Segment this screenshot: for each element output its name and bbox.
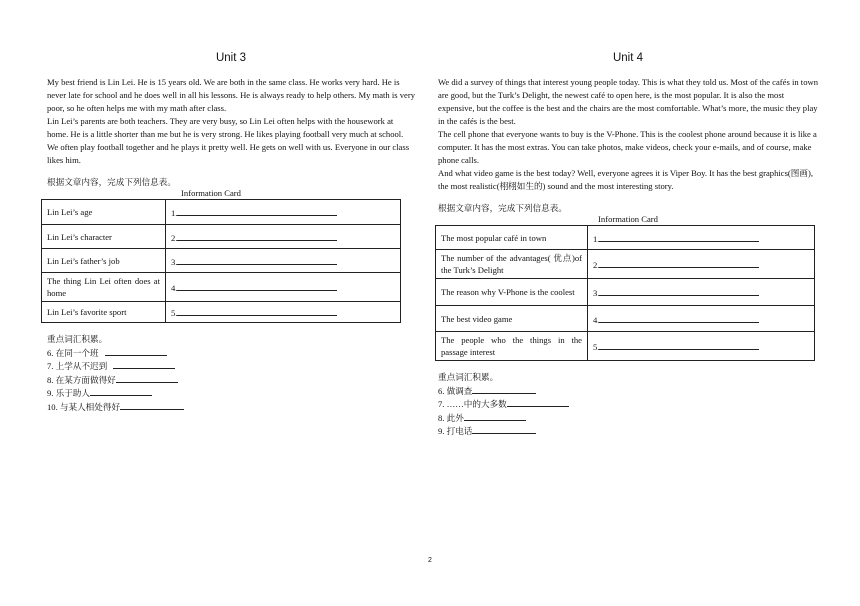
unit4-answer-cell[interactable] [588,279,815,306]
unit3-paragraph-3: We often play football together and he plays it pretty well. He gets on well with us. Everyone in our class likes him. [47,142,410,165]
vocab-item [47,346,415,360]
table-row [436,332,815,361]
unit4-row-label: The number of the advantages( 优点)of the Turk’s Delight [436,250,588,279]
answer-number: 4. [171,283,178,293]
unit4-section [438,52,818,438]
unit4-answer-cell[interactable] [588,332,815,361]
answer-number: 1. [171,208,178,218]
vocab-blank[interactable] [105,346,167,356]
answer-blank[interactable] [599,258,759,268]
unit3-vocab-title: 重点词汇积累。 [47,334,108,344]
unit3-paragraph-1: My best friend is Lin Lei. He is 15 years old. We are both in the same class. He works very hard. He is never late for school and he does well in all his lessons. He is always ready to help others. My math is very poor, so he often helps me with my math after class. [47,77,416,113]
table-row [436,279,815,306]
unit4-answer-cell[interactable] [588,306,815,332]
unit3-answer-cell[interactable] [166,200,401,225]
unit4-answer-cell[interactable] [588,250,815,279]
unit3-instruction: 根据文章内容，完成下列信息表。 [47,177,176,187]
unit3-row-label: Lin Lei’s favorite sport [42,302,166,323]
unit4-card-title: Information Card [598,214,658,224]
unit3-answer-cell[interactable] [166,302,401,323]
vocab-prompt: 9. 打电话 [438,426,473,437]
answer-number: 3. [593,288,600,298]
vocab-item [47,400,415,414]
vocab-item [47,373,415,387]
unit3-answer-cell[interactable] [166,249,401,273]
table-row [436,306,815,332]
answer-number: 4. [593,314,600,325]
unit4-paragraph-1: We did a survey of things that interest young people today. This is what they told us. Most of the cafés in town are good, but the Turk’s Delight, the newest café to open here, is the most popular. It is also the most expensive, but the coffee is the best and the chairs are the most comfortable. What’s more, the music they play in the cafés is the best. [438,77,818,126]
answer-blank[interactable] [599,232,759,242]
table-row [42,249,401,273]
unit4-title: Unit 4 [612,52,644,64]
unit4-row-label: The most popular café in town [436,226,588,250]
unit3-passage [47,76,415,167]
vocab-blank[interactable] [90,386,152,396]
unit4-instruction: 根据文章内容，完成下列信息表。 [438,203,567,213]
vocab-item [47,386,415,400]
unit4-vocab-section [438,371,818,438]
answer-blank[interactable] [177,255,337,265]
table-row [42,273,401,302]
unit4-vocab-title: 重点词汇积累。 [438,372,499,382]
vocab-item [47,359,415,373]
table-row [42,225,401,249]
answer-blank[interactable] [177,281,337,291]
vocab-item [438,424,818,438]
answer-blank[interactable] [599,286,759,296]
unit3-paragraph-2: Lin Lei’s parents are both teachers. They are very busy, so Lin Lei often helps with the housework at home. He is a little shorter than me but he is very strong. He likes playing football very much at school. [47,116,404,139]
vocab-blank[interactable] [116,373,178,383]
answer-number: 2. [593,260,600,270]
unit3-row-label: The thing Lin Lei often does at home [42,273,166,302]
vocab-item [438,397,818,411]
page-number: 2 [428,557,432,564]
vocab-prompt: 7. ……中的大多数 [438,399,507,410]
table-row [42,302,401,323]
vocab-prompt: 9. 乐于助人 [47,388,90,399]
unit4-row-label: The best video game [436,306,588,332]
unit4-paragraph-2: The cell phone that everyone wants to buy is the V-Phone. This is the coolest phone around because it is like a computer. It has the most extras. You can take photos, make videos, check your e-mails, and of course, make phone calls. [438,129,817,165]
answer-blank[interactable] [599,340,759,350]
vocab-prompt: 8. 此外 [438,412,464,423]
vocab-prompt: 6. 在同一个班 [47,347,99,358]
table-row [42,200,401,225]
vocab-blank[interactable] [113,359,175,369]
vocab-blank[interactable] [472,424,536,434]
unit3-card-title: Information Card [181,188,241,198]
unit4-paragraph-3: And what video game is the best today? Well, everyone agrees it is Viper Boy. It has the best graphics(图画), the most realistic(栩栩如生的) sound and the most interesting story. [438,168,813,191]
vocab-item [438,411,818,425]
unit3-vocab-section [47,333,415,414]
vocab-blank[interactable] [472,384,536,394]
unit3-title: Unit 3 [215,52,247,64]
unit3-row-label: Lin Lei’s father’s job [42,249,166,273]
unit3-section [47,52,415,414]
unit4-row-label: The people who the things in the passage interest [436,332,588,361]
answer-number: 5. [593,342,600,352]
answer-blank[interactable] [177,306,337,316]
vocab-item [438,384,818,398]
answer-number: 1. [593,233,600,244]
unit3-answer-cell[interactable] [166,273,401,302]
table-row [436,226,815,250]
answer-number: 2. [171,232,178,243]
vocab-prompt: 8. 在某方面做得好 [47,374,116,385]
vocab-prompt: 7. 上学从不迟到 [47,361,108,372]
answer-number: 5. [171,308,178,318]
answer-blank[interactable] [177,206,337,216]
answer-blank[interactable] [177,231,337,241]
vocab-prompt: 10. 与某人相处得好 [47,401,121,412]
vocab-blank[interactable] [507,397,569,407]
vocab-prompt: 6. 做调查 [438,385,473,396]
unit4-answer-cell[interactable] [588,226,815,250]
unit3-row-label: Lin Lei’s age [42,200,166,225]
vocab-blank[interactable] [464,411,526,421]
unit3-row-label: Lin Lei’s character [42,225,166,249]
table-row [436,250,815,279]
unit3-information-card [41,199,401,323]
answer-blank[interactable] [599,313,759,323]
unit4-information-card [435,225,815,361]
answer-number: 3. [171,256,178,267]
vocab-blank[interactable] [120,400,184,410]
unit3-answer-cell[interactable] [166,225,401,249]
unit4-passage [438,76,818,193]
unit4-row-label: The reason why V-Phone is the coolest [436,279,588,306]
